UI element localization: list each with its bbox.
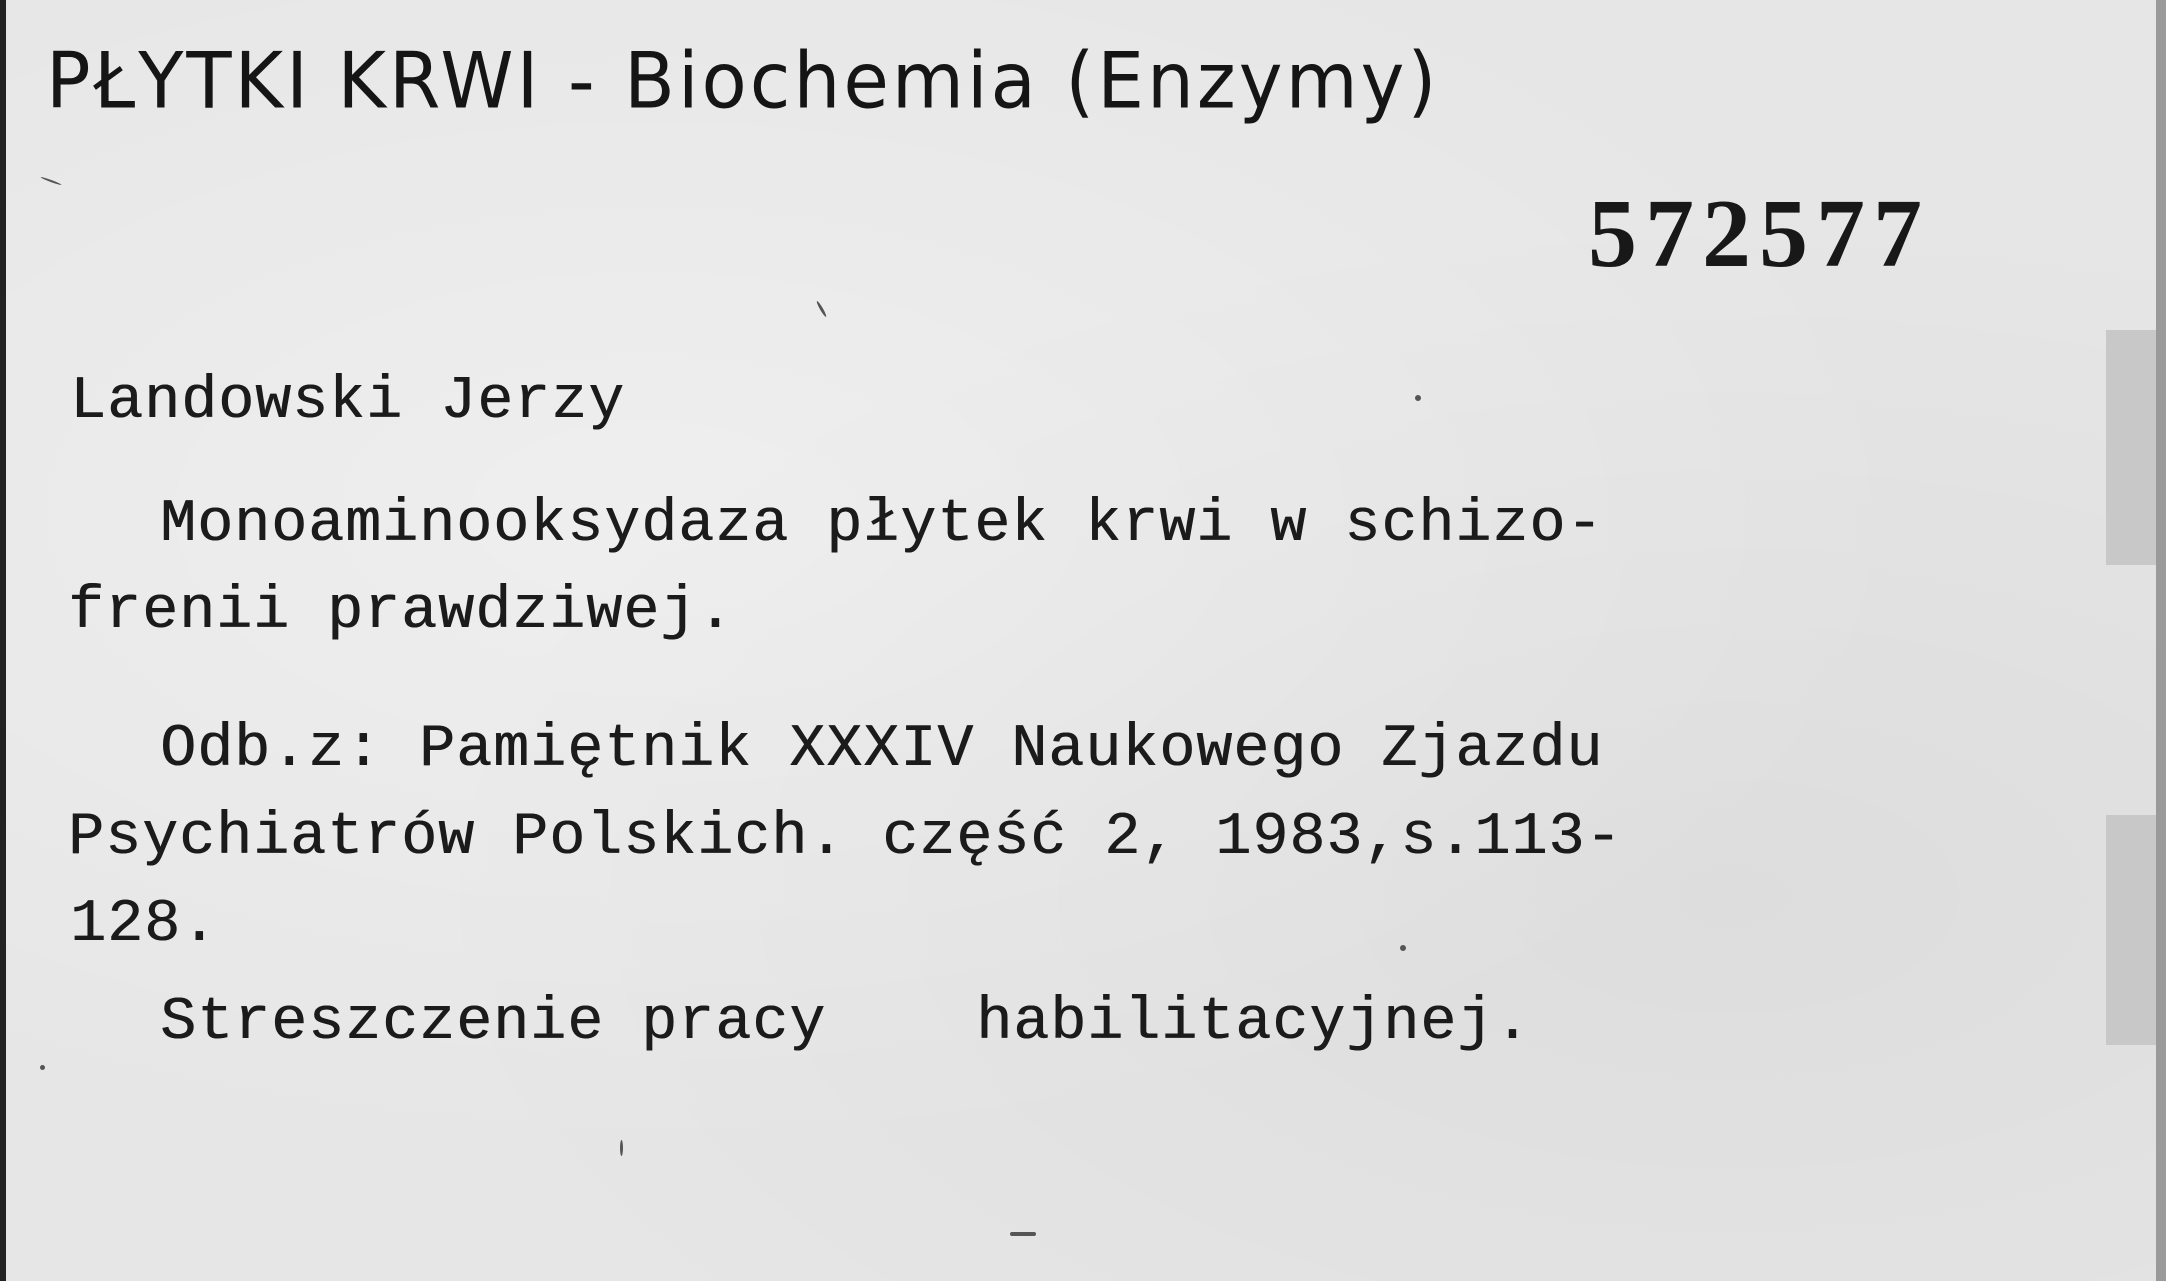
source-line-1: Odb.z: Pamiętnik XXXIV Naukowego Zjazdu: [160, 716, 1604, 784]
dust-speck: [620, 1140, 623, 1156]
source-line-2: Psychiatrów Polskich. część 2, 1983,s.113-: [68, 804, 1623, 872]
note-text-2: habilitacyjnej.: [976, 989, 1532, 1057]
dust-speck: [1010, 1232, 1036, 1236]
dust-speck: [1400, 945, 1406, 951]
card-left-edge: [0, 0, 6, 1281]
author-name: Landowski Jerzy: [70, 368, 626, 436]
title-line-1: Monoaminooksydaza płytek krwi w schizo-: [160, 491, 1604, 559]
dust-speck: [40, 176, 61, 185]
note-line: [160, 989, 1532, 1057]
source-line-3: 128.: [70, 891, 219, 959]
dust-speck: [40, 1065, 45, 1070]
card-right-edge: [2156, 0, 2166, 1281]
dust-speck: [1415, 395, 1421, 401]
call-number: 572577: [1588, 180, 1930, 288]
title-line-2: frenii prawdziwej.: [68, 578, 735, 646]
subject-heading: PŁYTKI KRWI - Biochemia (Enzymy): [46, 35, 1440, 127]
note-text-1: Streszczenie pracy: [160, 989, 827, 1057]
dust-speck: [816, 300, 828, 317]
